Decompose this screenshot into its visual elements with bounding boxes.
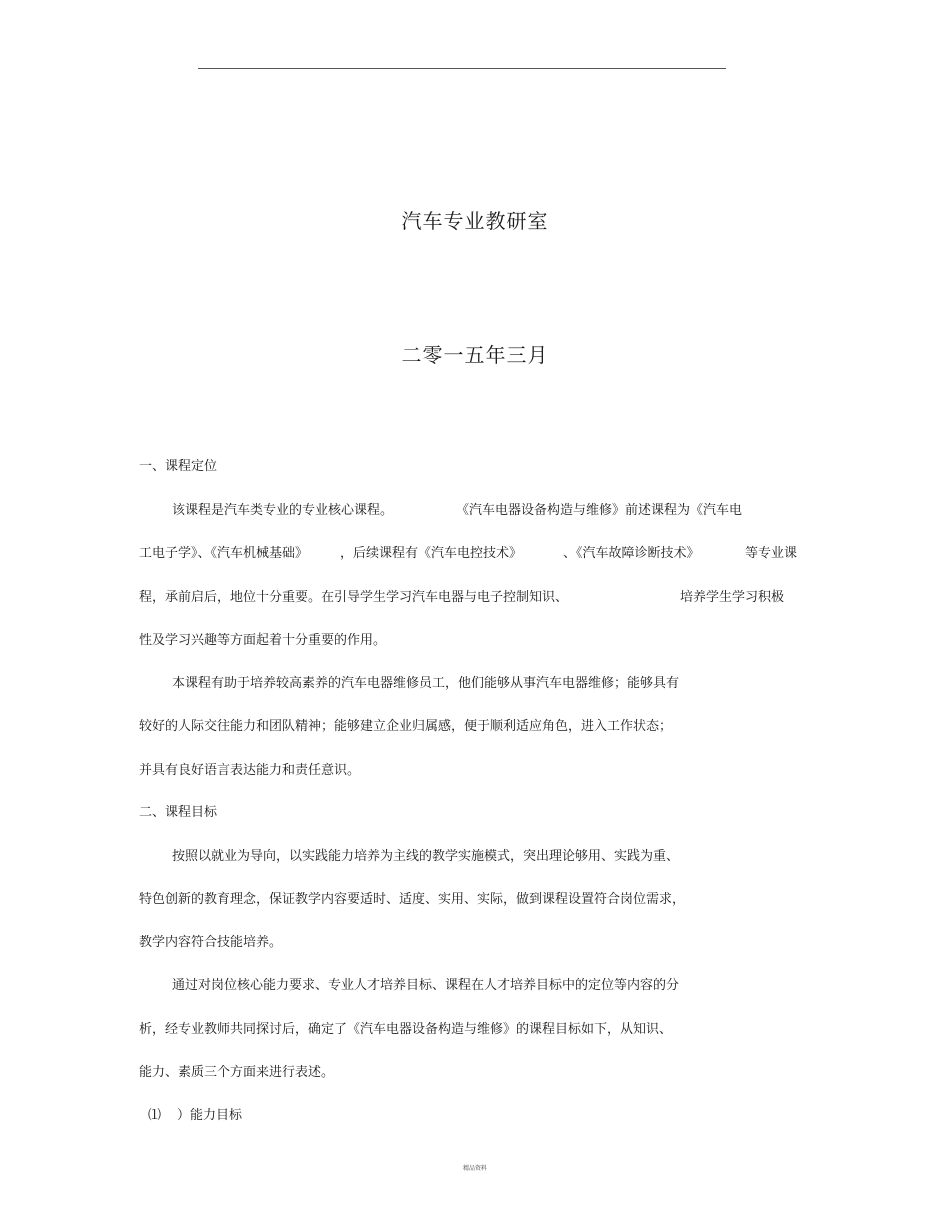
header-rule xyxy=(198,68,726,69)
section-heading-positioning: 一、课程定位 xyxy=(139,459,218,474)
paragraph-text: ，后续课程有《汽车电控技术》 xyxy=(340,546,523,561)
page-footer: 精品资料 xyxy=(462,1165,487,1172)
paragraph-text: 性及学习兴趣等方面起着十分重要的作用。 xyxy=(139,633,387,648)
subheading-ability-goals: ）能力目标 xyxy=(177,1108,243,1123)
paragraph-text: 工电子学》、《汽车机械基础》 xyxy=(139,546,309,561)
paragraph-text: 、《汽车故障诊断技术》 xyxy=(563,546,700,561)
paragraph-text: 较好的人际交往能力和团队精神；能够建立企业归属感，便于顺利适应角色，进入工作状态； xyxy=(139,719,673,734)
paragraph-text: 本课程有助于培养较高素养的汽车电器维修员工，他们能够从事汽车电器维修；能够具有 xyxy=(172,676,680,691)
paragraph-text: 析，经专业教师共同探讨后，确定了《汽车电器设备构造与维修》的课程目标如下，从知识、 xyxy=(139,1022,673,1037)
subheading-number: ⑴ xyxy=(148,1108,162,1123)
paragraph-text: 并具有良好语言表达能力和责任意识。 xyxy=(139,763,361,778)
date-title: 二零一五年三月 xyxy=(401,343,549,367)
paragraph-text: 《汽车电器设备构造与维修》前述课程为《汽车电 xyxy=(456,503,743,518)
paragraph-text: 通过对岗位核心能力要求、专业人才培养目标、课程在人才培养目标中的定位等内容的分 xyxy=(172,978,680,993)
paragraph-text: 特色创新的教育理念，保证教学内容要适时、适度、实用、实际，做到课程设置符合岗位需求， xyxy=(139,892,686,907)
section-heading-goals: 二、课程目标 xyxy=(139,805,218,820)
paragraph-text: 培养学生学习积极 xyxy=(680,590,785,605)
paragraph-text: 按照以就业为导向，以实践能力培养为主线的教学实施模式，突出理论够用、实践为重、 xyxy=(172,849,680,864)
paragraph-text: 能力、素质三个方面来进行表述。 xyxy=(139,1065,335,1080)
paragraph-text: 该课程是汽车类专业的专业核心课程。 xyxy=(172,503,394,518)
paragraph-text: 教学内容符合技能培养。 xyxy=(139,935,283,950)
paragraph-text: 等专业课 xyxy=(745,546,798,561)
department-title: 汽车专业教研室 xyxy=(401,209,549,233)
paragraph-text: 程，承前启后，地位十分重要。在引导学生学习汽车电器与电子控制知识、 xyxy=(139,590,569,605)
